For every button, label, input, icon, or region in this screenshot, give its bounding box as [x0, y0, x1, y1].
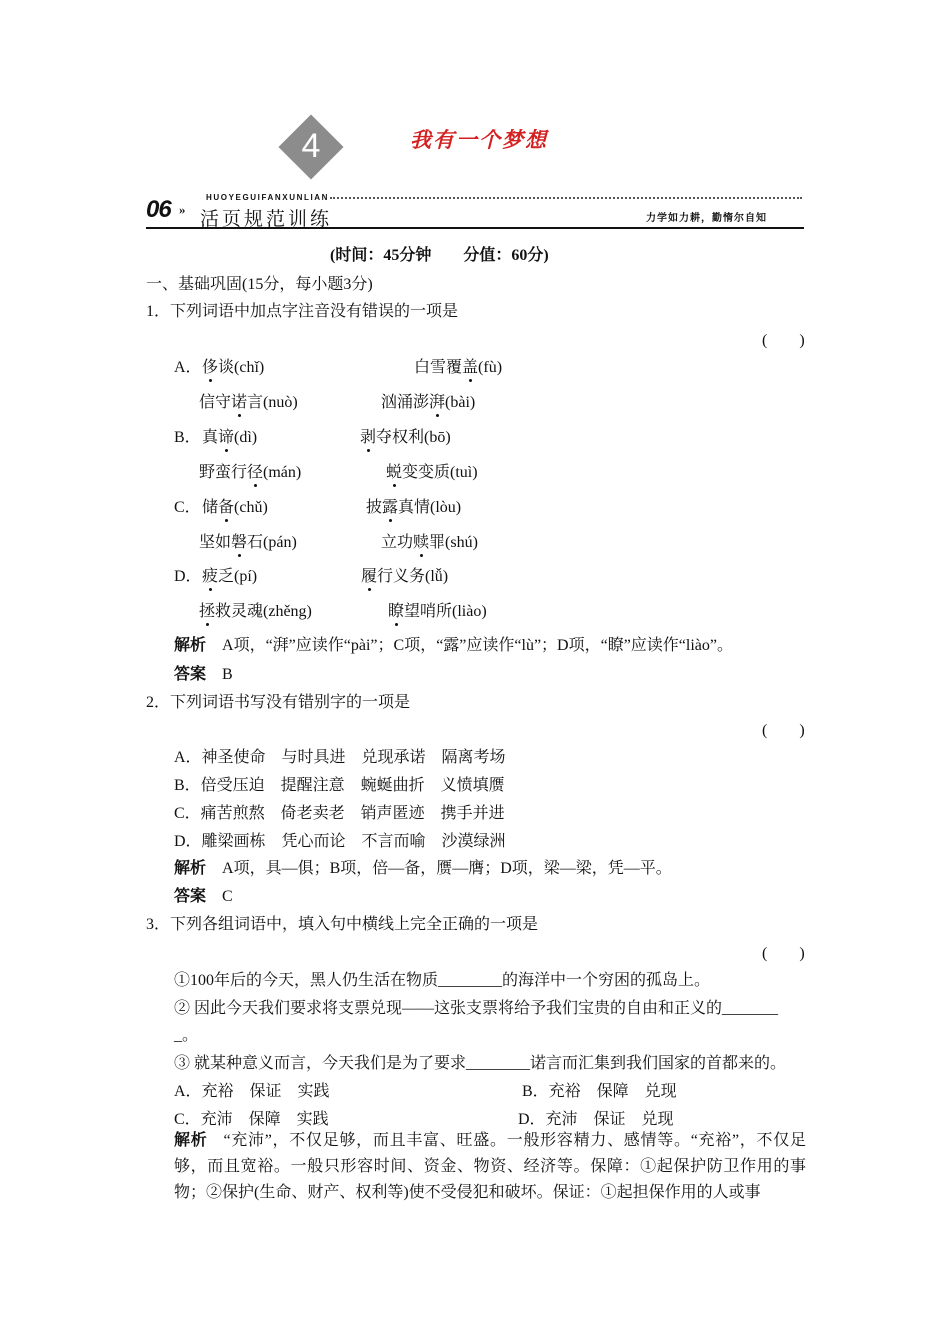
q1-stem: 1．下列词语中加点字注音没有错误的一项是 — [146, 303, 459, 320]
time-score: (时间：45分钟 分值：60分) — [330, 247, 549, 264]
band-arrow-icon: » — [179, 202, 186, 217]
q1-b-word3: 野蛮行径(mán) — [199, 464, 302, 481]
q2-option-d: D．雕梁画栋 凭心而论 不言而喻 沙漠绿洲 — [174, 833, 506, 850]
q1-a-word3: 信守诺言(nuò) — [199, 394, 298, 411]
q1-a-word4: 汹涌澎湃(bài) — [381, 394, 476, 411]
q2-option-a: A．神圣使命 与时具进 兑现承诺 隔离考场 — [174, 749, 506, 766]
q1-option-b-tag: B． — [174, 429, 201, 446]
q3-option-d: D．充沛 保证 兑现 — [518, 1111, 674, 1128]
q1-d-word3: 拯救灵魂(zhěng) — [199, 603, 312, 620]
q2-answer: 答案 C — [174, 888, 233, 905]
q2-stem: 2．下列词语书写没有错别字的一项是 — [146, 694, 411, 711]
section-heading: 一、基础巩固(15分，每小题3分) — [146, 276, 373, 293]
q1-b-word2: 剥夺权利(bō) — [360, 429, 451, 446]
q1-b-word1: 真谛(dì) — [202, 429, 258, 446]
q3-answer-paren: ( ) — [762, 945, 805, 962]
q3-option-b: B．充裕 保障 兑现 — [522, 1083, 677, 1100]
q3-sentence-2-cont: _。 — [174, 1027, 199, 1044]
band-pinyin: HUOYEGUIFANXUNLIAN — [206, 193, 330, 202]
lesson-title: 我有一个梦想 — [410, 128, 548, 152]
q1-option-d-tag: D． — [174, 568, 202, 585]
q1-a-word2: 白雪覆盖(fù) — [414, 359, 503, 376]
q3-stem: 3．下列各组词语中，填入句中横线上完全正确的一项是 — [146, 916, 539, 933]
q1-answer-paren: ( ) — [762, 332, 805, 349]
q1-d-word4: 瞭望哨所(liào) — [388, 603, 487, 620]
q1-c-word2: 披露真情(lòu) — [366, 499, 462, 516]
band-title: 活页规范训练 — [200, 209, 333, 230]
q1-d-word1: 疲乏(pí) — [202, 568, 258, 585]
band-rule — [146, 227, 804, 229]
q2-option-c: C．痛苦煎熬 倚老卖老 销声匿迹 携手并进 — [174, 805, 505, 822]
q1-option-a-tag: A． — [174, 359, 202, 376]
q3-sentence-1: ①100年后的今天，黑人仍生活在物质________的海洋中一个穷困的孤岛上。 — [174, 972, 711, 989]
q1-d-word2: 履行义务(lǚ) — [361, 568, 449, 585]
q1-answer: 答案 B — [174, 666, 233, 683]
q3-sentence-3: ③ 就某种意义而言，今天我们是为了要求________诺言而汇集到我们国家的首都来的。 — [174, 1055, 787, 1072]
q1-c-word1: 储备(chǔ) — [202, 499, 268, 516]
q1-option-c-tag: C． — [174, 499, 201, 516]
q3-option-a: A．充裕 保证 实践 — [174, 1083, 330, 1100]
q1-c-word4: 立功赎罪(shú) — [381, 534, 478, 551]
q2-analysis: 解析 A项，具—俱；B项，倍—备，赝—膺；D项，梁—梁，凭—平。 — [174, 860, 672, 877]
q1-c-word3: 坚如磐石(pán) — [199, 534, 297, 551]
q1-a-word1: 侈谈(chǐ) — [202, 359, 265, 376]
band-dotted-rule — [330, 197, 802, 199]
q3-option-c: C．充沛 保障 实践 — [174, 1111, 329, 1128]
band-number: 06 — [146, 196, 171, 223]
q3-sentence-2: ② 因此今天我们要求将支票兑现——这张支票将给予我们宝贵的自由和正义的_______ — [174, 1000, 779, 1017]
q1-analysis: 解析 A项，“湃”应读作“pài”；C项，“露”应读作“lù”；D项，“瞭”应读作“liào”。 — [174, 637, 734, 654]
band-motto: 力学如力耕，勤惰尔自知 — [646, 213, 767, 224]
lesson-number: 4 — [301, 127, 321, 165]
q3-analysis: 解析 “充沛”，不仅足够，而且丰富、旺盛。一般形容精力、感情等。“充裕”，不仅足够，而且宽裕。一般只形容时间、资金、物资、经济等。保障：①起保护防卫作用的事物；②保护(生命、财产、权利等)使不受侵犯和破坏。保证：①起担保作用的人或事 — [174, 1132, 806, 1201]
q1-b-word4: 蜕变变质(tuì) — [386, 464, 478, 481]
q2-answer-paren: ( ) — [762, 722, 805, 739]
q2-option-b: B．倍受压迫 提醒注意 蜿蜒曲折 义愤填赝 — [174, 777, 505, 794]
